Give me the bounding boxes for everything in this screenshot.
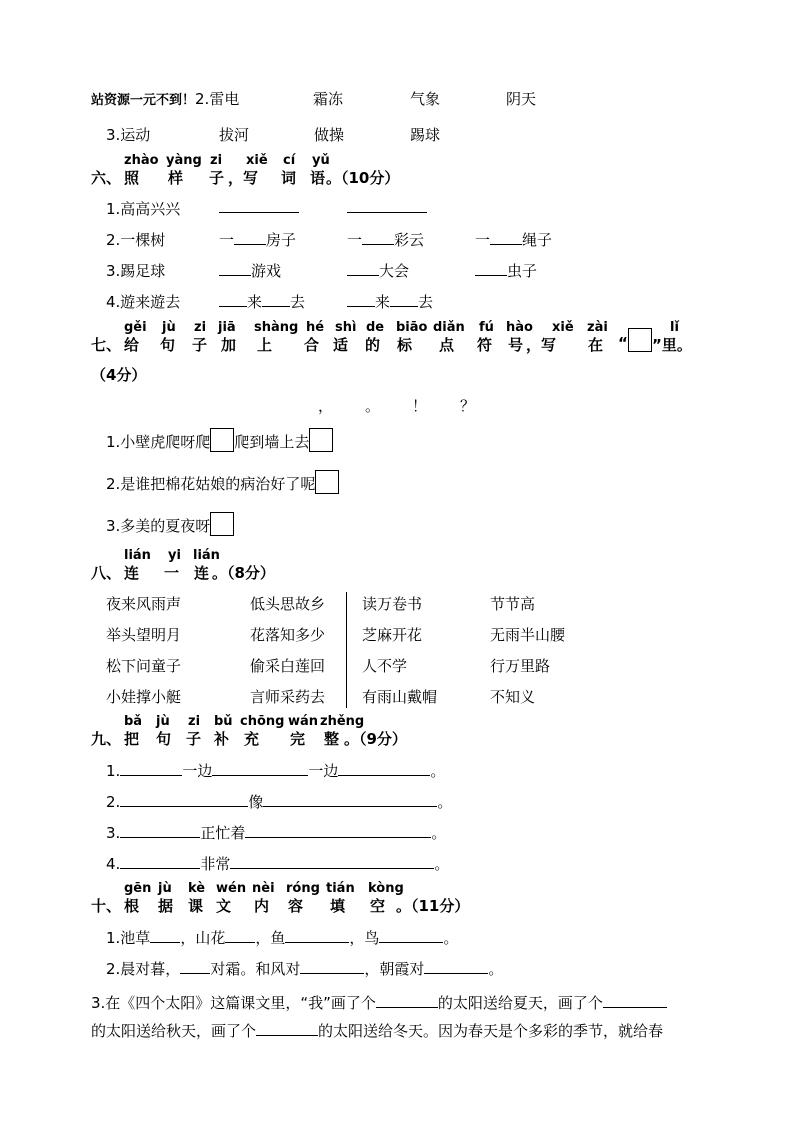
pinyin: yi: [168, 548, 181, 563]
answer-blank[interactable]: [245, 823, 431, 838]
pinyin: biāo: [396, 320, 428, 335]
line-text: 对霜。和风对: [210, 960, 301, 978]
pinyin: hé: [306, 320, 325, 335]
fill-line-3: [106, 822, 446, 843]
pinyin: lǐ: [670, 320, 679, 335]
line-text: 1.池草: [106, 929, 151, 947]
answer-blank[interactable]: [285, 928, 349, 943]
answer-blank[interactable]: [475, 261, 507, 276]
heading-char: 连: [124, 564, 140, 582]
word-item: 做操: [314, 126, 345, 144]
heading-char: 课: [188, 897, 204, 915]
line-text: 正忙着: [200, 824, 246, 842]
heading-char: 把: [124, 730, 140, 748]
line-text: ，朝霞对: [364, 960, 425, 978]
line-text: ，鸟: [349, 929, 380, 947]
heading-char: 根: [124, 897, 140, 915]
answer-blank[interactable]: [219, 198, 299, 213]
pinyin: zi: [188, 714, 201, 729]
pinyin: lián: [193, 548, 220, 563]
pinyin: zài: [587, 320, 608, 335]
answer-blank[interactable]: [230, 854, 434, 869]
word-item: 3.运动: [106, 126, 151, 144]
match-item[interactable]: 举头望明月: [106, 626, 182, 644]
answer-blank[interactable]: [219, 261, 251, 276]
heading-char: 适: [333, 336, 349, 354]
word-item: 霜冻: [313, 90, 344, 108]
answer-blank[interactable]: [376, 993, 438, 1008]
heading-char: 标: [397, 336, 413, 354]
line-number: 4.: [106, 855, 121, 873]
pinyin: yǔ: [312, 153, 330, 168]
fill-line-3b: [91, 1020, 663, 1041]
word-item: 气象: [410, 90, 441, 108]
suffix-text: 绳子: [522, 231, 553, 249]
word-item: 拔河: [219, 126, 250, 144]
sentence-1: [106, 428, 333, 452]
pinyin: bǎ: [124, 714, 143, 729]
section-number: 十、: [91, 897, 122, 915]
heading-char: 点: [439, 336, 455, 354]
pinyin: zhào: [124, 153, 159, 168]
exercise-label: 3.踢足球: [106, 262, 166, 280]
line-text: 的太阳送给冬天。因为春天是个多彩的季节，就给春: [318, 1022, 664, 1040]
answer-blank[interactable]: [379, 928, 443, 943]
match-item[interactable]: 偷采白莲回: [250, 657, 326, 675]
pinyin: gěi: [124, 320, 147, 335]
pinyin: yàng: [166, 153, 202, 168]
pinyin: hào: [506, 320, 533, 335]
match-item[interactable]: 低头思故乡: [250, 595, 326, 613]
heading-char: 一: [164, 564, 180, 582]
answer-blank[interactable]: [120, 823, 200, 838]
heading-char: 词: [281, 169, 297, 187]
heading-char: ，写: [526, 336, 557, 354]
sentence-text: 2.是谁把棉花姑娘的病治好了呢: [106, 475, 316, 493]
answer-blank[interactable]: [424, 959, 488, 974]
match-item[interactable]: 人不学: [362, 657, 408, 675]
pinyin: jù: [156, 714, 170, 729]
fill-line-2: [106, 958, 503, 979]
pinyin: shàng: [254, 320, 299, 335]
heading-char: “: [618, 334, 628, 352]
line-text: 。: [443, 929, 459, 947]
exercise-label: 1.高高兴兴: [106, 200, 181, 218]
fill-line-1: [106, 927, 458, 948]
sentence-text: 3.多美的夏夜呀: [106, 517, 211, 535]
sentence-text: 爬到墙上去: [234, 433, 310, 451]
fill-line-3a: [91, 992, 667, 1013]
heading-char: 的: [365, 336, 381, 354]
heading-char: 完: [290, 730, 306, 748]
pinyin: kè: [188, 881, 206, 896]
heading-char: ”里。: [652, 336, 692, 354]
punctuation-box[interactable]: [210, 428, 234, 452]
match-item[interactable]: 夜来风雨声: [106, 595, 182, 613]
pinyin: zhěng: [320, 714, 365, 729]
line-text: 。: [488, 960, 504, 978]
punctuation-box: [628, 328, 652, 352]
sentence-2: [106, 470, 339, 494]
heading-char: 句: [160, 336, 176, 354]
line-text: 。: [437, 793, 453, 811]
punctuation-mark: 。: [365, 397, 381, 415]
fill-line-2: [106, 791, 452, 812]
score: 。（9分）: [344, 730, 407, 748]
heading-char: 文: [216, 897, 232, 915]
line-text: ，鱼: [255, 929, 286, 947]
exercise-label: 2.一棵树: [106, 231, 166, 249]
punctuation-box[interactable]: [210, 512, 234, 536]
pinyin: jù: [158, 881, 172, 896]
heading-char: 给: [124, 336, 140, 354]
heading-char: 照: [124, 169, 140, 187]
answer-blank[interactable]: [120, 792, 248, 807]
match-item[interactable]: 花落知多少: [250, 626, 326, 644]
suffix-text: 游戏: [251, 262, 282, 280]
come-text: 来: [375, 293, 391, 311]
heading-char: 样: [168, 169, 184, 187]
word-item: 阴天: [506, 90, 537, 108]
answer-blank[interactable]: [300, 959, 364, 974]
answer-blank[interactable]: [347, 292, 375, 307]
punctuation-mark: ，: [318, 397, 334, 415]
line-text: 非常: [200, 855, 231, 873]
heading-char: 空: [370, 897, 386, 915]
pinyin: shì: [335, 320, 357, 335]
section-number: 九、: [91, 730, 122, 748]
punctuation-box[interactable]: [309, 428, 333, 452]
pinyin: cí: [283, 153, 296, 168]
fill-line-1: [106, 760, 445, 781]
top-row-2: [91, 88, 239, 109]
exercise-label: 4.遊来遊去: [106, 293, 181, 311]
pinyin: tián: [326, 881, 355, 896]
suffix-text: 彩云: [394, 231, 425, 249]
line-text: 2.晨对暮，: [106, 960, 181, 978]
match-item[interactable]: 无雨半山腰: [490, 626, 566, 644]
match-item[interactable]: 小娃撑小艇: [106, 688, 182, 706]
punctuation-box[interactable]: [315, 470, 339, 494]
match-item[interactable]: 松下问童子: [106, 657, 182, 675]
heading-char: 子: [186, 730, 202, 748]
match-item[interactable]: 不知义: [490, 688, 536, 706]
heading-char: 加: [221, 336, 237, 354]
answer-blank[interactable]: [225, 928, 255, 943]
answer-blank[interactable]: [120, 761, 182, 776]
pinyin: wén: [216, 881, 247, 896]
come-text: 来: [247, 293, 263, 311]
heading-char: 符: [477, 336, 493, 354]
heading-char: ，写: [228, 169, 259, 187]
line-text: 。: [434, 855, 450, 873]
score: 。（10分）: [326, 169, 400, 187]
pinyin: bǔ: [214, 714, 233, 729]
punctuation-mark: ？: [460, 397, 476, 415]
prefix-text: 一: [347, 231, 363, 249]
fill-line-4: [106, 853, 449, 874]
word-item: 2.雷电: [195, 90, 240, 108]
heading-char: 句: [156, 730, 172, 748]
heading-char: 内: [254, 897, 270, 915]
line-text: 像: [248, 793, 264, 811]
pinyin: xiě: [246, 153, 268, 168]
pinyin: xiě: [552, 320, 574, 335]
match-item[interactable]: 节节高: [490, 595, 536, 613]
match-item[interactable]: 读万卷书: [362, 595, 423, 613]
answer-blank[interactable]: [219, 292, 247, 307]
answer-blank[interactable]: [212, 761, 308, 776]
sentence-text: 1.小壁虎爬呀爬: [106, 433, 211, 451]
line-number: 2.: [106, 793, 121, 811]
heading-char: 填: [330, 897, 346, 915]
match-item[interactable]: 芝麻开花: [362, 626, 423, 644]
line-number: 1.: [106, 762, 121, 780]
answer-blank[interactable]: [338, 761, 430, 776]
match-item[interactable]: 行万里路: [490, 657, 551, 675]
answer-blank[interactable]: [120, 854, 200, 869]
heading-char: 号: [508, 336, 524, 354]
score: 。（11分）: [396, 897, 470, 915]
pinyin: wán: [288, 714, 319, 729]
line-text: 3.在《四个太阳》这篇课文里，“我”画了个: [91, 994, 376, 1012]
answer-blank[interactable]: [347, 198, 427, 213]
answer-blank[interactable]: [390, 292, 418, 307]
heading-char: 子: [209, 169, 225, 187]
go-text: 去: [290, 293, 306, 311]
pinyin: chōng: [240, 714, 285, 729]
pinyin: jù: [162, 320, 176, 335]
column-divider: [346, 592, 347, 708]
word-item: 踢球: [410, 126, 441, 144]
sentence-3: [106, 512, 234, 536]
answer-blank[interactable]: [150, 928, 180, 943]
pinyin: lián: [124, 548, 151, 563]
pinyin: zi: [210, 153, 223, 168]
line-text: 。: [430, 762, 446, 780]
suffix-text: 大会: [379, 262, 410, 280]
answer-blank[interactable]: [263, 792, 437, 807]
heading-char: 据: [158, 897, 174, 915]
line-text: ，山花: [180, 929, 226, 947]
pinyin: fú: [479, 320, 494, 335]
section-number: 七、: [91, 336, 122, 354]
heading-char: 合: [304, 336, 320, 354]
match-item[interactable]: 有雨山戴帽: [362, 688, 438, 706]
prefix-text: 一: [219, 231, 235, 249]
pinyin: diǎn: [433, 320, 465, 335]
match-item[interactable]: 言师采药去: [250, 688, 326, 706]
heading-char: 语: [310, 169, 326, 187]
prefix-text: 一: [475, 231, 491, 249]
line-text: 的太阳送给夏天，画了个: [437, 994, 603, 1012]
pinyin: jiā: [218, 320, 236, 335]
section-number: 八、: [91, 564, 122, 582]
punctuation-mark: ！: [412, 397, 428, 415]
suffix-text: 房子: [266, 231, 297, 249]
pinyin: kòng: [368, 881, 404, 896]
pinyin: nèi: [252, 881, 275, 896]
heading-char: 上: [257, 336, 273, 354]
line-text: 一边: [182, 762, 213, 780]
answer-blank[interactable]: [347, 261, 379, 276]
answer-blank[interactable]: [362, 230, 394, 245]
answer-blank[interactable]: [603, 993, 667, 1008]
answer-blank[interactable]: [490, 230, 522, 245]
heading-char: 补: [214, 730, 230, 748]
heading-char: 充: [244, 730, 260, 748]
go-text: 去: [418, 293, 434, 311]
answer-blank[interactable]: [234, 230, 266, 245]
line-text: 一边: [308, 762, 339, 780]
answer-blank[interactable]: [256, 1021, 318, 1036]
heading-char: 子: [192, 336, 208, 354]
suffix-text: 虫子: [507, 262, 538, 280]
line-number: 3.: [106, 824, 121, 842]
pinyin: zi: [194, 320, 207, 335]
pinyin: gēn: [124, 881, 152, 896]
heading-char: 连: [194, 564, 210, 582]
heading-char: 整: [324, 730, 340, 748]
section-number: 六、: [91, 169, 122, 187]
pinyin: róng: [286, 881, 320, 896]
heading-char: 在: [588, 336, 604, 354]
pinyin: de: [366, 320, 385, 335]
score: 。（8分）: [212, 564, 275, 582]
answer-blank[interactable]: [262, 292, 290, 307]
line-text: 。: [431, 824, 447, 842]
heading-char: 容: [288, 897, 304, 915]
line-text: 的太阳送给秋天，画了个: [91, 1022, 257, 1040]
watermark-text: 站资源一元不到！: [91, 93, 196, 108]
score: （4分）: [91, 366, 147, 384]
answer-blank[interactable]: [180, 959, 210, 974]
